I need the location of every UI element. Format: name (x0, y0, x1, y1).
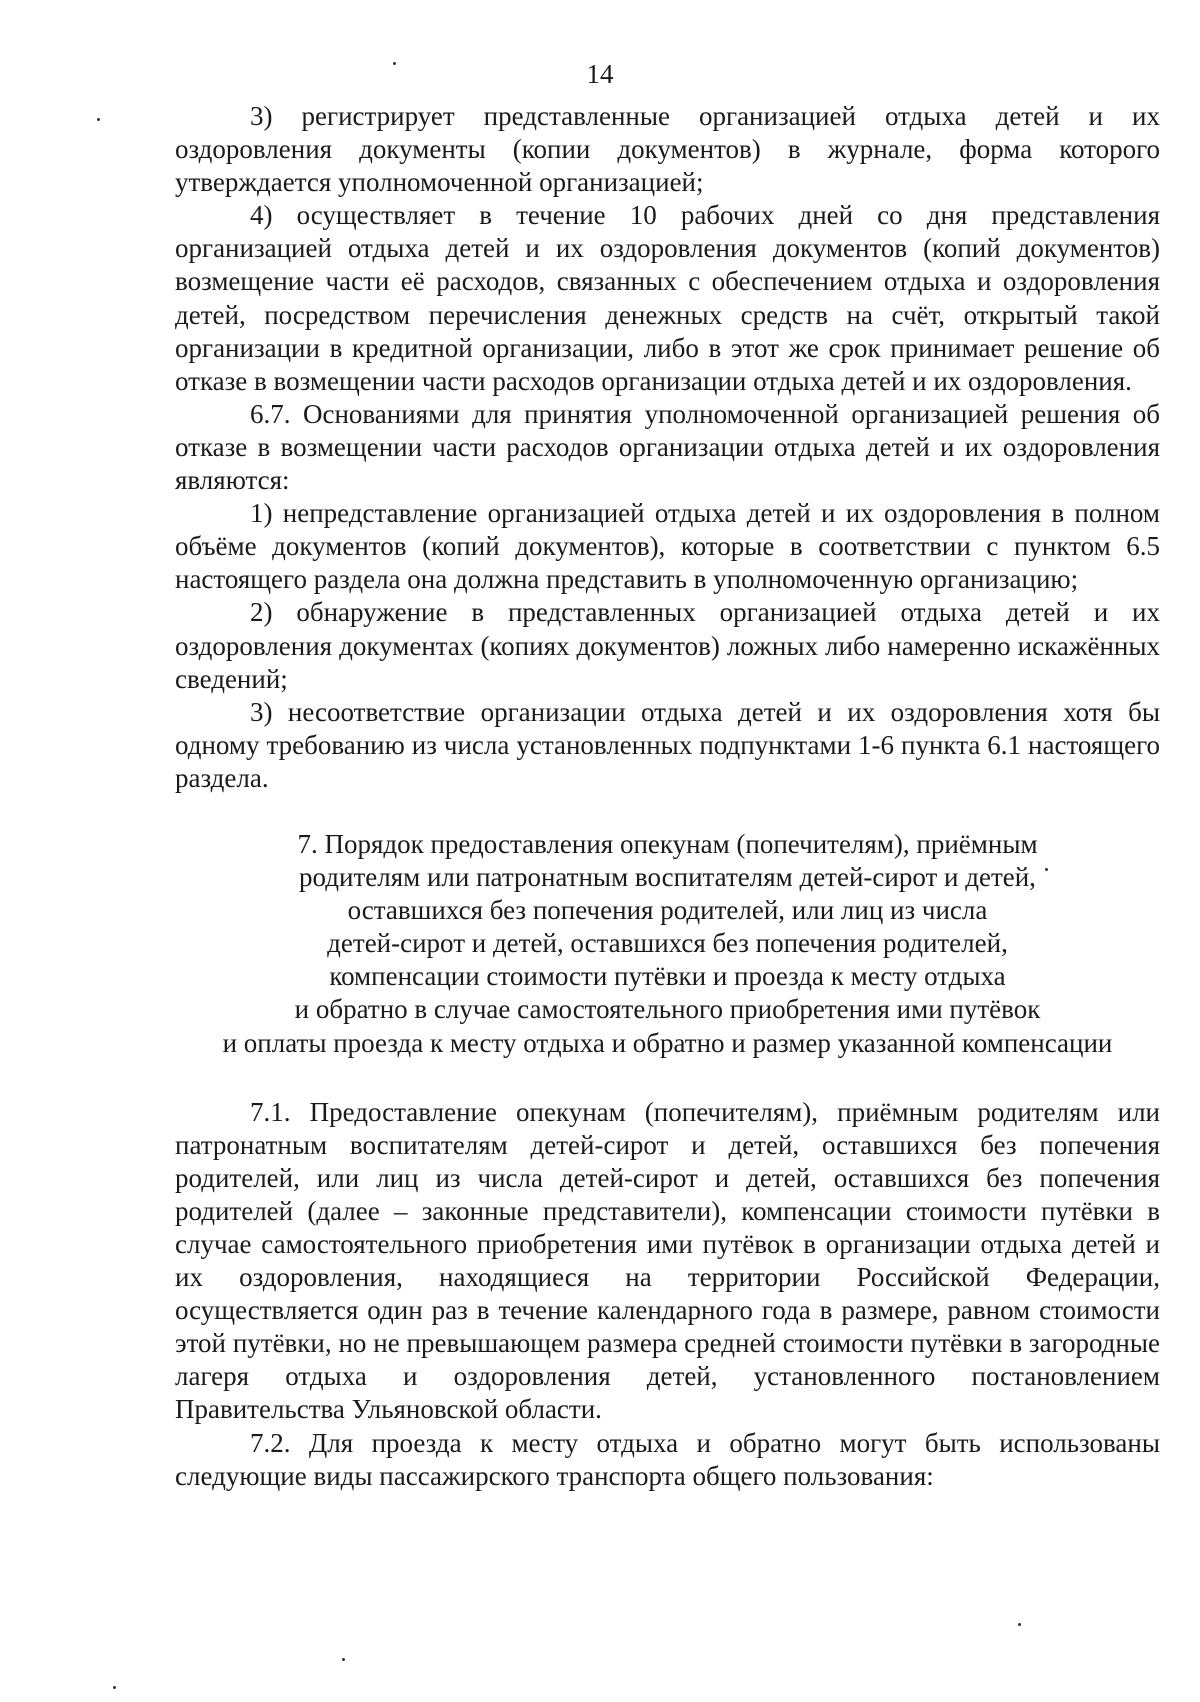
heading-line: 7. Порядок предоставления опекунам (попечителям), приёмным (297, 828, 1038, 859)
scan-speck (113, 1686, 116, 1689)
heading-line: детей-сирот и детей, оставшихся без попечения родителей, (327, 928, 1008, 959)
heading-line: оставшихся без попечения родителей, или лиц из числа (347, 895, 988, 926)
paragraph-item-3-registers: 3) регистрирует представленные организацией отдыха детей и их оздоровления документы (копии документов) в журнале, форма которого утверждается уполномоченной организацией; (175, 101, 1160, 198)
scan-speck (342, 1658, 345, 1661)
document-body (175, 100, 1160, 1493)
page-number: 14 (586, 59, 614, 89)
paragraph-ground-1: 1) непредставление организацией отдыха детей и их оздоровления в полном объёме документов (копий документов), которые в соответствии с пунктом 6.5 настоящего раздела она должна представить в уполномоченную организацию; (175, 498, 1160, 595)
paragraph-6-7-grounds: 6.7. Основаниями для принятия уполномоченной организацией решения об отказе в возмещении части расходов организации отдыха детей и их оздоровления являются: (175, 398, 1160, 496)
scan-speck (393, 62, 396, 65)
scan-speck (1018, 1623, 1021, 1626)
heading-line: родителям или патронатным воспитателям детей-сирот и детей, (299, 862, 1036, 893)
paragraph-7-2-transport: 7.2. Для проезда к месту отдыха и обратно могут быть использованы следующие виды пассажирского транспорта общего пользования: (175, 1427, 1160, 1491)
heading-line: и обратно в случае самостоятельного приобретения ими путёвок (294, 994, 1041, 1025)
paragraph-ground-3: 3) несоответствие организации отдыха детей и их оздоровления хотя бы одному требованию из числа установленных подпунктами 1-6 пункта 6.1 настоящего раздела. (175, 696, 1160, 793)
heading-line: и оплаты проезда к месту отдыха и обратно и размер указанной компенсации (222, 1027, 1113, 1058)
heading-line: компенсации стоимости путёвки и проезда к месту отдыха (329, 961, 1006, 992)
paragraph-ground-2: 2) обнаружение в представленных организацией отдыха детей и их оздоровления документах (копиях документов) ложных либо намеренно искажённых сведений; (175, 597, 1160, 694)
section-7-heading (175, 828, 1160, 1060)
paragraph-7-1-compensation: 7.1. Предоставление опекунам (попечителям), приёмным родителям или патронатным воспитателям детей-сирот и детей, оставшихся без попечения родителей, или лиц из числа детей-сирот и детей, оставшихся без попечения родителей (далее – законные представители), компенсации стоимости путёвки в случае самостоятельного приобретения ими путёвок в организации отдыха детей и их оздоровления, находящиеся на территории Российской Федерации, осуществляется один раз в течение календарного года в размере, равном стоимости этой путёвки, но не превышающем размера средней стоимости путёвки в загородные лагеря отдыха и оздоровления детей, установленного постановлением Правительства Ульяновской области. (175, 1096, 1160, 1425)
paragraph-item-4-reimbursement: 4) осуществляет в течение 10 рабочих дней со дня представления организацией отдыха детей и их оздоровления документов (копий документов) возмещение части её расходов, связанных с обеспечением отдыха и оздоровления детей, посредством перечисления денежных средств на счёт, открытый такой организации в кредитной организации, либо в этот же срок принимает решение об отказе в возмещении части расходов организации отдыха детей и их оздоровления. (175, 200, 1160, 396)
scan-speck (1045, 868, 1048, 871)
scan-speck (97, 118, 100, 121)
